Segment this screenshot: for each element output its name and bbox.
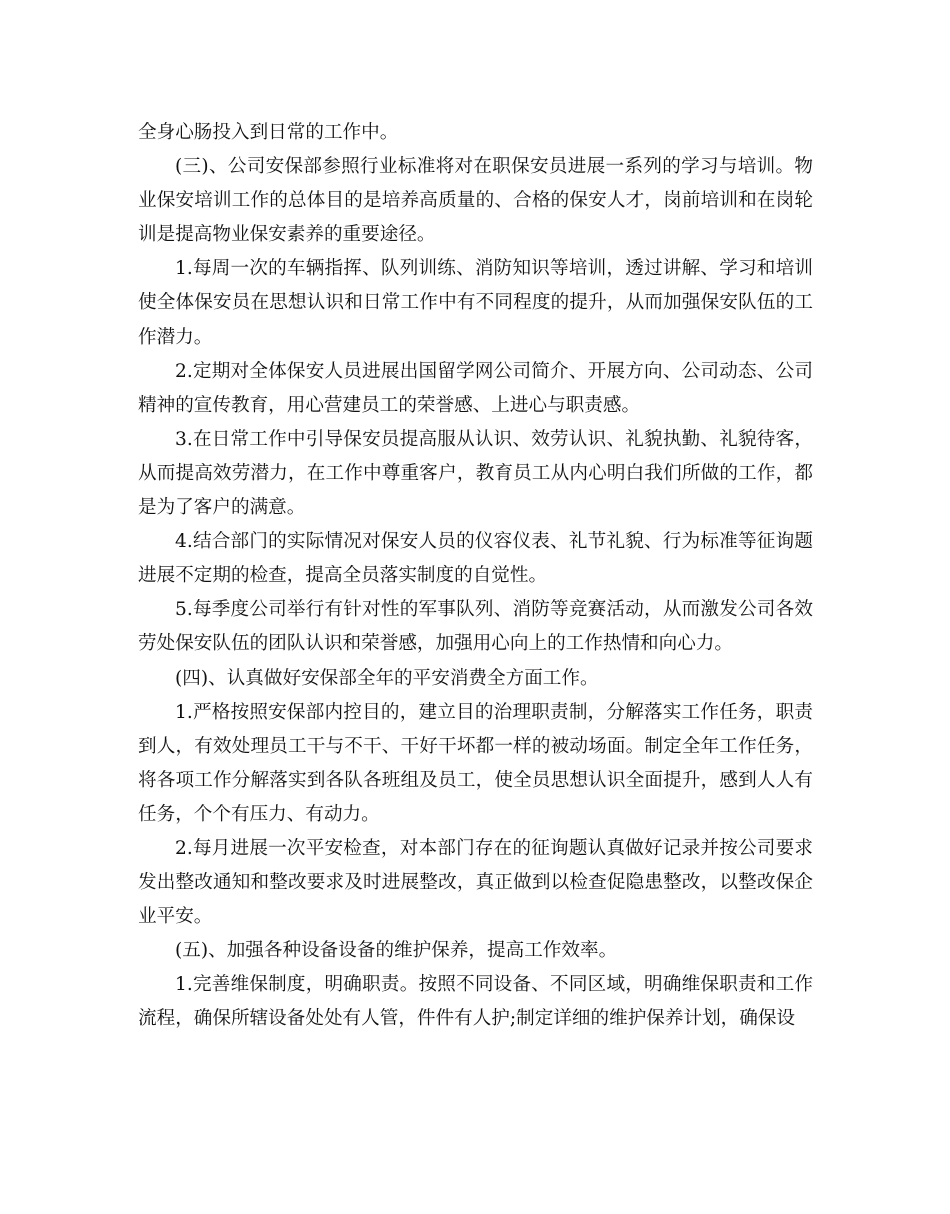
paragraph-item-3-5: 5.每季度公司举行有针对性的军事队列、消防等竞赛活动，从而激发公司各效劳处保安队伍的团队认识和荣誉感，加强用心向上的工作热情和向心力。 [138, 599, 813, 655]
paragraph-item-3-3: 3.在日常工作中引导保安员提高服从认识、效劳认识、礼貌执勤、礼貌待客，从而提高效劳潜力，在工作中尊重客户，教育员工从内心明白我们所做的工作，都是为了客户的满意。 [138, 428, 813, 519]
paragraph-section-4: (四)、认真做好安保部全年的平安消费全方面工作。 [175, 667, 599, 689]
paragraph-1: 全身心肠投入到日常的工作中。 [138, 122, 399, 143]
paragraph-item-3-4: 4.结合部门的实际情况对保安人员的仪容仪表、礼节礼貌、行为标准等征询题进展不定期的检查，提高全员落实制度的自觉性。 [138, 531, 813, 587]
paragraph-item-3-1: 1.每周一次的车辆指挥、队列训练、消防知识等培训，透过讲解、学习和培训使全体保安员在思想认识和日常工作中有不同程度的提升，从而加强保安队伍的工作潜力。 [138, 258, 813, 348]
paragraph-section-5: (五)、加强各种设备设备的维护保养，提高工作效率。 [175, 940, 618, 962]
paragraph-item-5-1: 1.完善维保制度，明确职责。按照不同设备、不同区域，明确维保职责和工作流程，确保所辖设备处处有人管，件件有人护;制定详细的维护保养计划，确保设 [138, 974, 813, 1030]
paragraph-item-3-2: 2.定期对全体保安人员进展出国留学网公司简介、开展方向、公司动态、公司精神的宣传教育，用心营建员工的荣誉感、上进心与职责感。 [138, 360, 813, 416]
paragraph-item-4-2: 2.每月进展一次平安检查，对本部门存在的征询题认真做好记录并按公司要求发出整改通知和整改要求及时进展整改，真正做到以检查促隐患整改，以整改保企业平安。 [138, 837, 813, 928]
paragraph-section-3: (三)、公司安保部参照行业标准将对在职保安员进展一系列的学习与培训。物业保安培训工作的总体目的是培养高质量的、合格的保安人才，岗前培训和在岗轮训是提高物业保安素养的重要途径。 [138, 156, 813, 246]
document-body [138, 116, 813, 1037]
paragraph-item-4-1: 1.严格按照安保部内控目的，建立目的治理职责制，分解落实工作任务，职责到人，有效处理员工干与不干、干好干坏都一样的被动场面。制定全年工作任务，将各项工作分解落实到各队各班组及员工，使全员思想认识全面提升，感到人人有任务，个个有压力、有动力。 [138, 701, 813, 825]
